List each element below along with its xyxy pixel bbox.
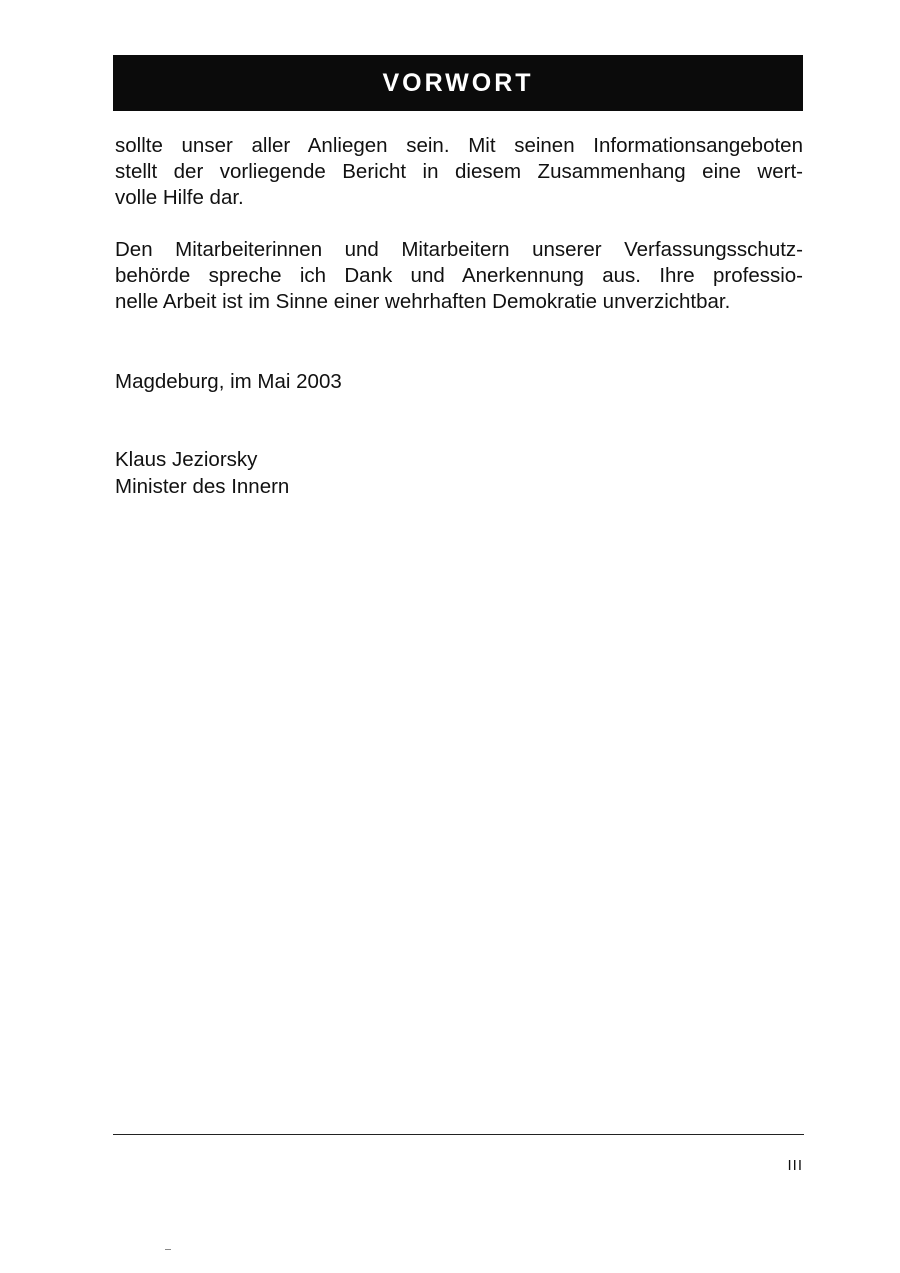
section-title: VORWORT: [382, 68, 534, 97]
paragraph-line: stellt der vorliegende Bericht in diesem Zusammenhang eine wert-: [115, 160, 803, 183]
paragraph-line: sollte unser aller Anliegen sein. Mit seinen Informationsangeboten: [115, 134, 803, 157]
page-number: III: [787, 1157, 803, 1174]
scan-artifact-mark: [165, 1249, 171, 1250]
body-paragraph-2: [115, 237, 803, 315]
footer-divider: [113, 1134, 804, 1135]
signatory-title: Minister des Innern: [115, 475, 290, 498]
body-paragraph-1: [115, 133, 803, 211]
signatory-name: Klaus Jeziorsky: [115, 448, 258, 471]
place-and-date: Magdeburg, im Mai 2003: [115, 370, 342, 393]
paragraph-line: volle Hilfe dar.: [115, 186, 244, 209]
paragraph-line: Den Mitarbeiterinnen und Mitarbeitern unserer Verfassungsschutz-: [115, 238, 803, 261]
paragraph-line: nelle Arbeit ist im Sinne einer wehrhaften Demokratie unverzichtbar.: [115, 290, 731, 313]
section-header-bar: [113, 55, 803, 111]
paragraph-line: behörde spreche ich Dank und Anerkennung aus. Ihre professio-: [115, 264, 803, 287]
